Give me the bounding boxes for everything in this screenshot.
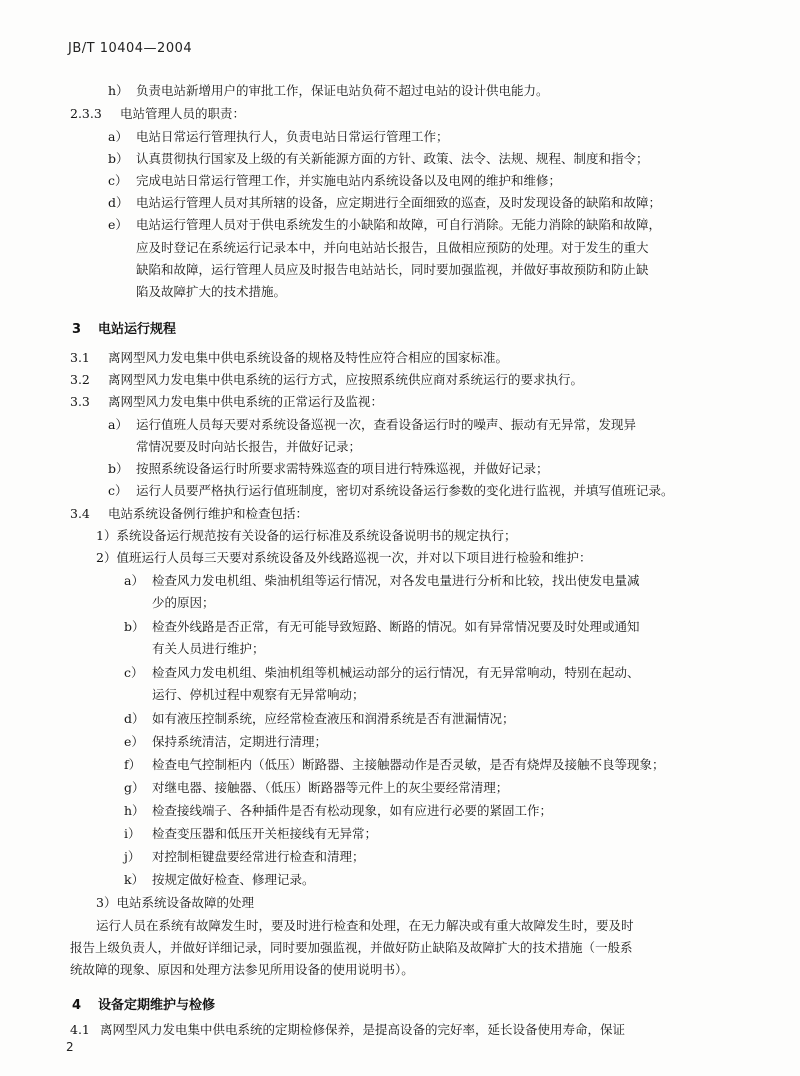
item-label: a） (124, 573, 144, 588)
item-text: 运行人员要严格执行运行值班制度，密切对系统设备运行参数的变化进行监视，并填写值班记录。 (136, 483, 674, 498)
section-title: 设备定期维护与检修 (98, 998, 216, 1013)
item-label: h） (108, 83, 129, 98)
clause-number: 3.1 (70, 350, 90, 365)
item-text: 检查变压器和低压开关柜接线有无异常； (152, 826, 378, 841)
fault-handling-line-2: 报告上级负责人，并做好详细记录，同时要加强监视，并做好防止缺陷及故障扩大的技术措施（一般系 (70, 940, 633, 955)
item-label: e） (124, 734, 144, 749)
item-label: c） (124, 665, 144, 680)
item-3-4-d (124, 711, 515, 727)
item-3-4-j (124, 849, 365, 865)
item-3-3-a (108, 417, 636, 433)
item-text: 检查风力发电机组、柴油机组等机械运动部分的运行情况，有无异常响动，特别在起动、 (152, 665, 640, 680)
clause-number: 4.1 (70, 1022, 90, 1037)
item-3-4-g (124, 780, 508, 796)
item-2-3-3-a (108, 129, 449, 145)
clause-3-4 (70, 506, 308, 522)
standard-number-header: JB/T 10404—2004 (68, 41, 193, 56)
fault-handling-line-3: 统故障的现象、原因和处理方法参见所用设备的使用说明书）。 (70, 962, 414, 977)
clause-title: 电站管理人员的职责： (120, 106, 246, 121)
clause-4-1 (70, 1022, 625, 1038)
item-label: b） (108, 461, 129, 476)
item-text: 检查电气控制柜内（低压）断路器、主接触器动作是否灵敏，是否有烧焊及接触不良等现象； (152, 757, 665, 772)
item-text: 检查风力发电机组、柴油机组等运行情况，对各发电量进行分析和比较，找出使发电量减 (152, 573, 640, 588)
item-3-3-a-line2: 常情况要及时向站长报告，并做好记录； (136, 439, 362, 454)
item-text: 电站运行管理人员对其所辖的设备，应定期进行全面细致的巡查，及时发现设备的缺陷和故障； (136, 195, 662, 210)
fault-handling-line-1: 运行人员在系统有故障发生时，要及时进行检查和处理，在无力解决或有重大故障发生时，要及时 (96, 918, 634, 933)
clause-3-3 (70, 394, 383, 410)
item-2-3-3-e-line2: 应及时登记在系统运行记录本中，并向电站站长报告，且做相应预防的处理。对于发生的重大 (136, 240, 649, 255)
item-text: 检查接线端子、各种插件是否有松动现象，如有应进行必要的紧固工作； (152, 803, 553, 818)
clause-3-4-point-3: 3）电站系统设备故障的处理 (96, 895, 254, 910)
clause-text: 离网型风力发电集中供电系统的定期检修保养，是提高设备的完好率，延长设备使用寿命，保证 (100, 1022, 626, 1037)
item-text: 电站运行管理人员对于供电系统发生的小缺陷和故障，可自行消除。无能力消除的缺陷和故障， (136, 217, 662, 232)
clause-3-4-point-1: 1）系统设备运行规范按有关设备的运行标准及系统设备说明书的规定执行； (96, 528, 517, 543)
item-label: f） (124, 757, 142, 772)
item-label: k） (124, 872, 145, 887)
clause-number: 3.2 (70, 372, 90, 387)
clause-number: 2.3.3 (70, 106, 102, 121)
item-text: 电站日常运行管理执行人，负责电站日常运行管理工作； (136, 129, 449, 144)
item-3-4-a (124, 573, 640, 589)
item-2-3-2-h (108, 83, 549, 99)
item-3-4-c-line2: 运行、停机过程中观察有无异常响动； (152, 687, 365, 702)
item-text: 保持系统清洁，定期进行清理； (152, 734, 328, 749)
item-text: 完成电站日常运行管理工作，并实施电站内系统设备以及电网的维护和维修； (136, 173, 562, 188)
item-3-4-i (124, 826, 377, 842)
item-2-3-3-e (108, 217, 661, 233)
section-number: 3 (72, 322, 82, 337)
item-text: 对控制柜键盘要经常进行检查和清理； (152, 849, 365, 864)
item-2-3-3-d (108, 195, 661, 211)
item-text: 认真贯彻执行国家及上级的有关新能源方面的方针、政策、法令、法规、规程、制度和指令； (136, 151, 649, 166)
item-label: a） (108, 129, 128, 144)
item-label: h） (124, 803, 145, 818)
item-label: c） (108, 483, 128, 498)
item-3-4-c (124, 665, 640, 681)
item-text: 对继电器、接触器、（低压）断路器等元件上的灰尘要经常清理； (152, 780, 509, 795)
clause-text: 电站系统设备例行维护和检查包括： (108, 506, 309, 521)
item-3-3-b (108, 461, 549, 477)
item-text: 如有液压控制系统，应经常检查液压和润滑系统是否有泄漏情况； (152, 711, 515, 726)
item-label: b） (124, 619, 145, 634)
item-3-4-b (124, 619, 640, 635)
item-label: j） (124, 849, 141, 864)
page-number: 2 (66, 1040, 74, 1054)
item-text: 检查外线路是否正常，有无可能导致短路、断路的情况。如有异常情况要及时处理或通知 (152, 619, 640, 634)
item-3-3-c (108, 483, 674, 499)
item-2-3-3-b (108, 151, 649, 167)
clause-text: 离网型风力发电集中供电系统设备的规格及特性应符合相应的国家标准。 (108, 350, 509, 365)
item-3-4-b-line2: 有关人员进行维护； (152, 641, 265, 656)
clause-number: 3.3 (70, 394, 90, 409)
clause-3-4-point-2: 2）值班运行人员每三天要对系统设备及外线路巡视一次，并对以下项目进行检验和维护： (96, 550, 592, 565)
item-label: g） (124, 780, 145, 795)
clause-text: 离网型风力发电集中供电系统的运行方式，应按照系统供应商对系统运行的要求执行。 (108, 372, 584, 387)
item-3-4-e (124, 734, 327, 750)
clause-text: 离网型风力发电集中供电系统的正常运行及监视： (108, 394, 384, 409)
section-4-heading (72, 994, 215, 1013)
item-2-3-3-e-line3: 缺陷和故障，运行管理人员应及时报告电站站长，同时要加强监视，并做好事故预防和防止缺 (136, 262, 649, 277)
item-text: 运行值班人员每天要对系统设备巡视一次，查看设备运行时的噪声、振动有无异常，发现异 (136, 417, 637, 432)
section-title: 电站运行规程 (98, 322, 177, 337)
clause-number: 3.4 (70, 506, 90, 521)
item-2-3-3-e-line4: 陷及故障扩大的技术措施。 (136, 284, 287, 299)
item-label: a） (108, 417, 128, 432)
item-label: e） (108, 217, 128, 232)
item-label: i） (124, 826, 141, 841)
item-label: d） (108, 195, 129, 210)
item-3-4-h (124, 803, 552, 819)
item-text: 按照系统设备运行时所要求需特殊巡查的项目进行特殊巡视，并做好记录； (136, 461, 549, 476)
item-label: d） (124, 711, 145, 726)
item-3-4-a-line2: 少的原因； (152, 595, 215, 610)
item-3-4-f (124, 757, 665, 773)
item-text: 负责电站新增用户的审批工作，保证电站负荷不超过电站的设计供电能力。 (136, 83, 549, 98)
item-2-3-3-c (108, 173, 561, 189)
section-number: 4 (72, 998, 82, 1013)
item-label: b） (108, 151, 129, 166)
clause-3-1 (70, 350, 508, 366)
item-label: c） (108, 173, 128, 188)
clause-3-2 (70, 372, 583, 388)
item-text: 按规定做好检查、修理记录。 (152, 872, 315, 887)
section-3-heading (72, 318, 176, 337)
item-3-4-k (124, 872, 315, 888)
clause-2-3-3 (70, 106, 245, 122)
